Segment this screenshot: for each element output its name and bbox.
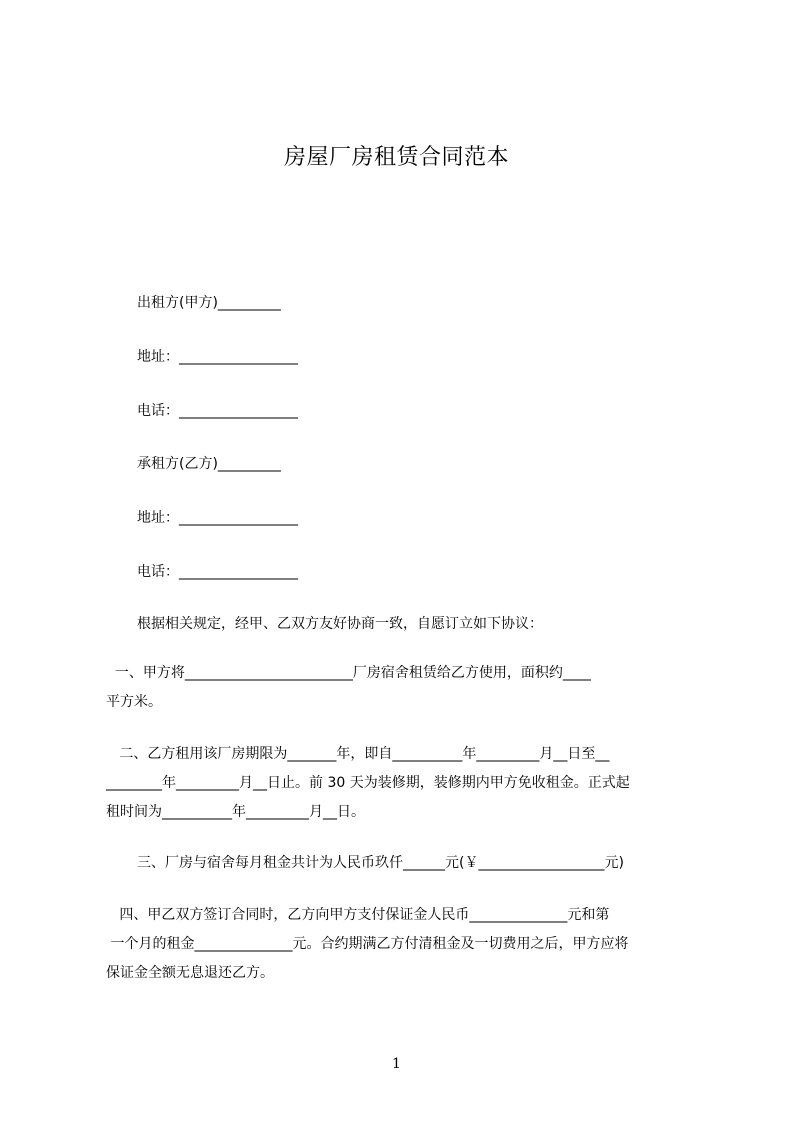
- clause-1: [106, 659, 700, 717]
- intro-paragraph: 根据相关规定，经甲、乙双方友好协商一致，自愿订立如下协议：: [137, 616, 543, 632]
- lessor-line: 出租方(甲方)_________: [137, 295, 281, 311]
- clause-1-line: 平方米。: [106, 694, 162, 710]
- document-title: 房屋厂房租赁合同范本: [283, 145, 509, 170]
- clause-4: [106, 901, 700, 988]
- clause-1-line: 一、甲方将________________________厂房宿舍租赁给乙方使用，面积约____: [106, 665, 591, 681]
- clause-2-line: 二、乙方租用该厂房期限为_______年，即自__________年_________月__日至__: [106, 746, 610, 762]
- lessee-line: 承租方(乙方)_________: [137, 456, 281, 472]
- lessee-address-line: 地址：_________________: [137, 510, 298, 526]
- clause-2-line: ________年_________月__日止。前 30 天为装修期，装修期内甲方免收租金。正式起: [106, 775, 630, 791]
- clause-2: [106, 740, 700, 827]
- page-number: 1: [392, 1056, 401, 1072]
- lessor-phone-line: 电话：_________________: [137, 403, 298, 419]
- clause-3: 三、厂房与宿舍每月租金共计为人民币玖仟______元(￥__________________元): [137, 855, 624, 871]
- lessor-address-line: 地址：_________________: [137, 349, 298, 365]
- clause-4-line: 保证金全额无息退还乙方。: [106, 965, 274, 981]
- clause-4-line: 一个月的租金______________元。合约期满乙方付清租金及一切费用之后，甲方应将: [106, 936, 629, 952]
- clause-2-line: 租时间为__________年_________月__日。: [106, 804, 365, 820]
- clause-4-line: 四、甲乙双方签订合同时，乙方向甲方支付保证金人民币______________元和第: [106, 907, 610, 923]
- lessee-phone-line: 电话：_________________: [137, 564, 298, 580]
